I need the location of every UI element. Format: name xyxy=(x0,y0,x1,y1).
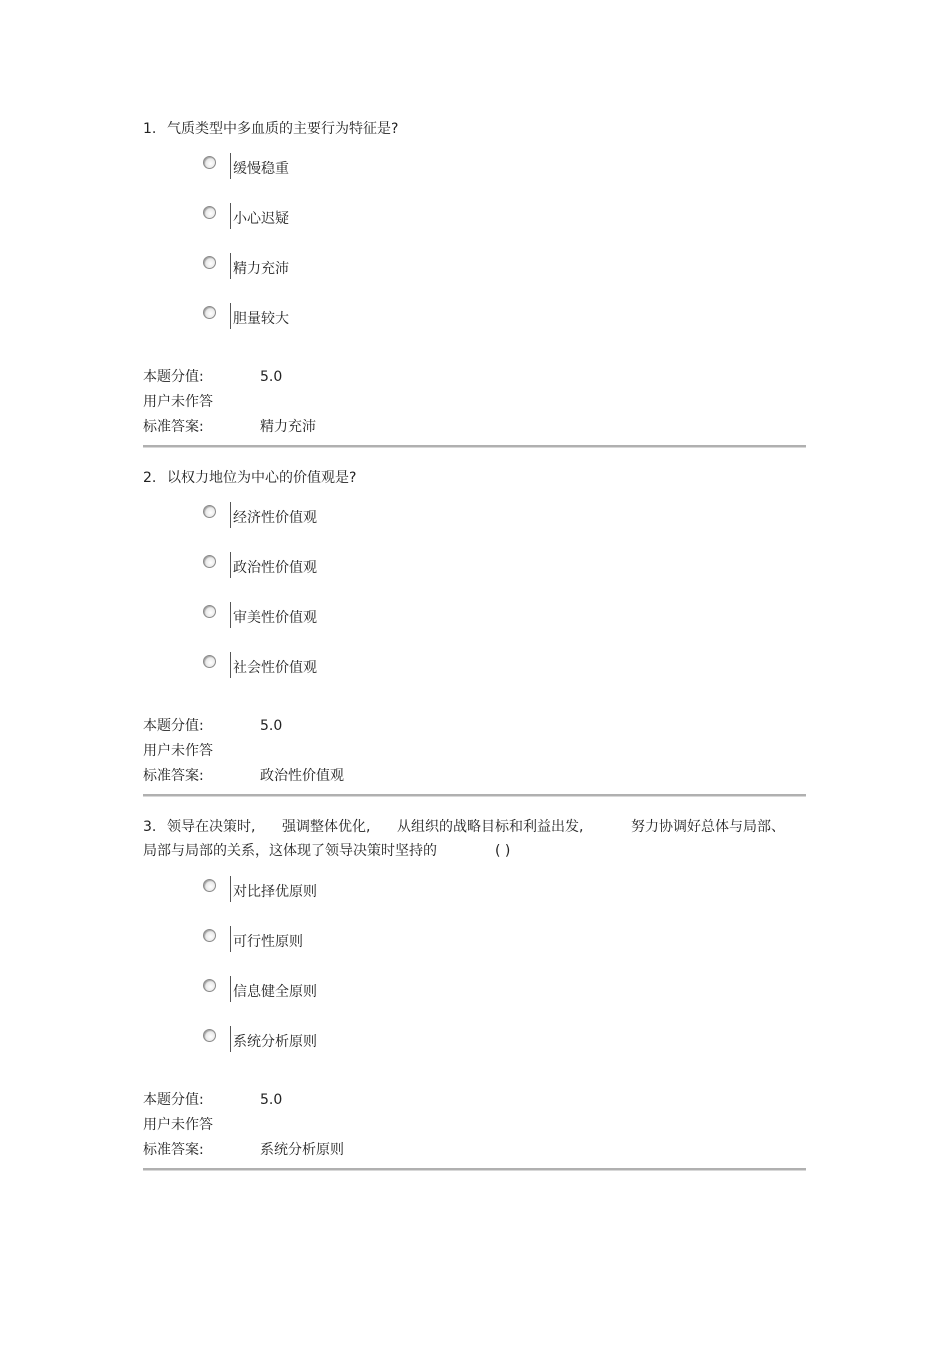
score-label: 本题分值: xyxy=(143,369,204,385)
standard-answer-value: 精力充沛 xyxy=(260,419,316,435)
score-label: 本题分值: xyxy=(143,718,204,734)
standard-answer-row xyxy=(143,764,806,789)
options-list xyxy=(203,502,806,702)
radio-button[interactable] xyxy=(203,1029,216,1042)
question-number: 3. xyxy=(143,819,157,835)
radio-button[interactable] xyxy=(203,505,216,518)
option[interactable] xyxy=(203,502,806,552)
option-divider xyxy=(230,303,231,329)
option-divider xyxy=(230,552,231,578)
radio-button[interactable] xyxy=(203,655,216,668)
score-value: 5.0 xyxy=(260,369,283,385)
option[interactable] xyxy=(203,203,806,253)
question-title xyxy=(143,466,806,490)
score-row xyxy=(143,365,806,390)
option[interactable] xyxy=(203,552,806,602)
option-divider xyxy=(230,976,231,1002)
answer-blank: ( ) xyxy=(495,843,511,859)
option[interactable] xyxy=(203,652,806,702)
standard-answer-label: 标准答案: xyxy=(143,419,204,435)
question-text: 气质类型中多血质的主要行为特征是? xyxy=(167,121,399,137)
option-divider xyxy=(230,1026,231,1052)
radio-button[interactable] xyxy=(203,605,216,618)
status-row xyxy=(143,1113,806,1138)
standard-answer-value: 政治性价值观 xyxy=(260,768,344,784)
answer-status: 用户未作答 xyxy=(143,1117,213,1133)
radio-button[interactable] xyxy=(203,256,216,269)
standard-answer-label: 标准答案: xyxy=(143,1142,204,1158)
question-divider xyxy=(143,794,806,797)
score-row xyxy=(143,1088,806,1113)
option-divider xyxy=(230,926,231,952)
option-divider xyxy=(230,602,231,628)
question-3 xyxy=(143,815,806,1171)
options-list xyxy=(203,876,806,1076)
status-row xyxy=(143,739,806,764)
radio-button[interactable] xyxy=(203,555,216,568)
score-value: 5.0 xyxy=(260,718,283,734)
option-label: 小心迟疑 xyxy=(233,211,289,227)
radio-button[interactable] xyxy=(203,306,216,319)
option-label: 对比择优原则 xyxy=(233,884,317,900)
option-label: 胆量较大 xyxy=(233,311,289,327)
option[interactable] xyxy=(203,926,806,976)
option-divider xyxy=(230,253,231,279)
option[interactable] xyxy=(203,153,806,203)
radio-button[interactable] xyxy=(203,156,216,169)
option-divider xyxy=(230,876,231,902)
option-label: 系统分析原则 xyxy=(233,1034,317,1050)
option-label: 可行性原则 xyxy=(233,934,303,950)
option[interactable] xyxy=(203,976,806,1026)
option-divider xyxy=(230,203,231,229)
question-meta xyxy=(143,1088,806,1163)
option-label: 政治性价值观 xyxy=(233,560,317,576)
question-text-part: 努力协调好总体与局部、 xyxy=(631,819,785,835)
answer-status: 用户未作答 xyxy=(143,743,213,759)
radio-button[interactable] xyxy=(203,979,216,992)
standard-answer-value: 系统分析原则 xyxy=(260,1142,344,1158)
option-label: 精力充沛 xyxy=(233,261,289,277)
question-divider xyxy=(143,445,806,448)
radio-button[interactable] xyxy=(203,879,216,892)
option-label: 经济性价值观 xyxy=(233,510,317,526)
question-text-part: 从组织的战略目标和利益出发, xyxy=(397,819,584,835)
question-number: 2. xyxy=(143,470,157,486)
question-text-part: 局部与局部的关系，这体现了领导决策时坚持的 xyxy=(143,843,437,859)
option[interactable] xyxy=(203,303,806,353)
options-list xyxy=(203,153,806,353)
standard-answer-row xyxy=(143,415,806,440)
option[interactable] xyxy=(203,253,806,303)
score-row xyxy=(143,714,806,739)
option-label: 社会性价值观 xyxy=(233,660,317,676)
option-divider xyxy=(230,153,231,179)
score-value: 5.0 xyxy=(260,1092,283,1108)
status-row xyxy=(143,390,806,415)
option-label: 信息健全原则 xyxy=(233,984,317,1000)
question-text-part: 领导在决策时, xyxy=(167,819,256,835)
option[interactable] xyxy=(203,876,806,926)
question-number: 1. xyxy=(143,121,157,137)
question-1 xyxy=(143,117,806,448)
radio-button[interactable] xyxy=(203,206,216,219)
answer-status: 用户未作答 xyxy=(143,394,213,410)
option[interactable] xyxy=(203,602,806,652)
score-label: 本题分值: xyxy=(143,1092,204,1108)
option[interactable] xyxy=(203,1026,806,1076)
question-divider xyxy=(143,1168,806,1171)
option-divider xyxy=(230,652,231,678)
standard-answer-row xyxy=(143,1138,806,1163)
question-text: 以权力地位为中心的价值观是? xyxy=(167,470,357,486)
question-meta xyxy=(143,365,806,440)
question-text-part: 强调整体优化, xyxy=(282,819,371,835)
option-divider xyxy=(230,502,231,528)
question-meta xyxy=(143,714,806,789)
question-title xyxy=(143,117,806,141)
question-2 xyxy=(143,466,806,797)
radio-button[interactable] xyxy=(203,929,216,942)
question-title xyxy=(143,815,806,839)
option-label: 缓慢稳重 xyxy=(233,161,289,177)
option-label: 审美性价值观 xyxy=(233,610,317,626)
standard-answer-label: 标准答案: xyxy=(143,768,204,784)
question-title-line2 xyxy=(143,839,806,863)
